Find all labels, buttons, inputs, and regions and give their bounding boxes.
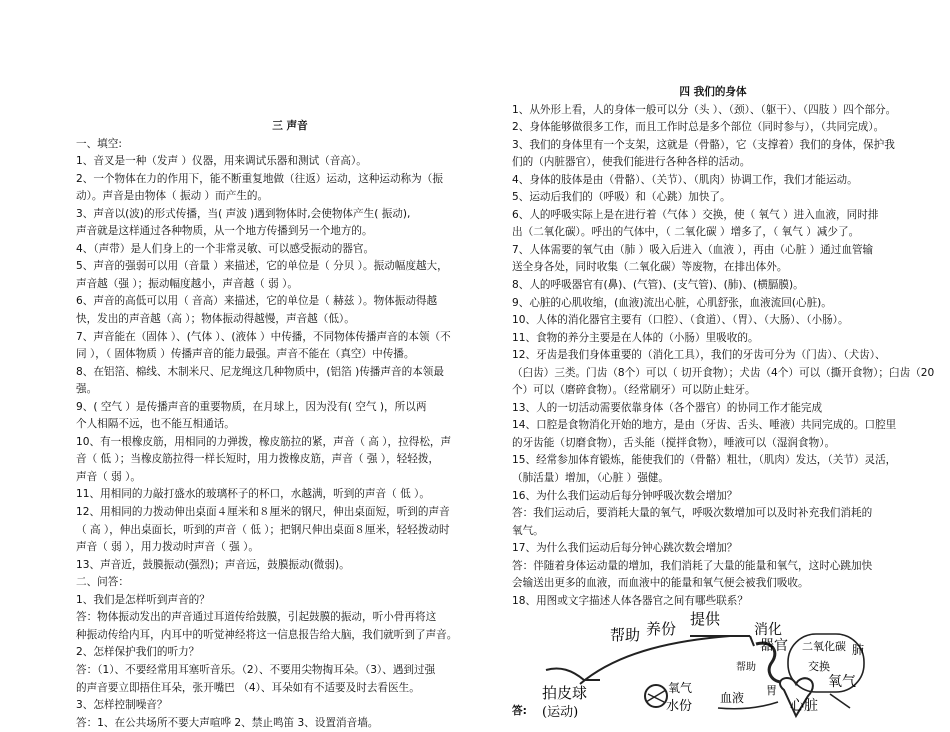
- text-line: 3、怎样控制噪音？: [76, 699, 168, 712]
- label-exchange: 交换: [808, 660, 830, 674]
- oxygen-arrow: [830, 694, 850, 708]
- text-line: 8、人的呼吸器官有(鼻)、(气管)、(支气管)、(肺)、(横膈膜)。: [512, 279, 804, 292]
- text-line: 2、一个物体在力的作用下，能不断重复地做（往返）运动，这种运动称为（振: [76, 172, 443, 185]
- section-body: [512, 84, 935, 726]
- label-digest-organ: 器官: [760, 638, 788, 655]
- label-oxygen-2: 氧气: [828, 674, 856, 691]
- text-line: 6、声音的高低可以用（ 音高）来描述，它的单位是（ 赫兹 ）。物体振动得越: [76, 295, 438, 308]
- text-line: 12、牙齿是我们身体重要的（消化工具），我们的牙齿可分为（门齿）、（犬齿）、: [512, 349, 886, 362]
- text-line: 的牙齿能（切磨食物），舌头能（搅拌食物），唾液可以（湿润食物）。: [512, 436, 836, 449]
- help-arrow: [580, 636, 730, 684]
- text-line: 会输送出更多的血液，而血液中的能量和氧气便会被我们吸收。: [512, 577, 809, 590]
- text-line: 15、经常参加体育锻炼，能使我们的（骨骼）粗壮，（肌肉）发达，（关节）灵活，: [512, 454, 897, 467]
- text-line: 同 ），（ 固体物质 ）传播声音的能力最强。声音不能在（真空）中传播。: [76, 348, 415, 361]
- text-line: 声音就是这样通过各种物质，从一个地方传播到另一个地方的。: [76, 225, 373, 238]
- text-line: 3、声音以(波)的形式传播，当( 声波 )遇到物体时,会使物体产生( 振动),: [76, 207, 411, 220]
- text-line: 答：我们运动后，要消耗大量的氧气，呼吸次数增加可以及时补充我们消耗的: [512, 507, 873, 520]
- text-line: 10、有一根橡皮筋，用相同的力弹拨，橡皮筋拉的紧，声音（ 高 ），拉得松，声: [76, 435, 452, 448]
- label-provide: 提供: [690, 610, 721, 629]
- text-line: 2、怎样保护我们的听力？: [76, 646, 200, 659]
- text-line: 13、声音近，鼓膜振动(强烈)；声音远，鼓膜振动(微弱)。: [76, 558, 350, 571]
- label-water: 水份: [666, 699, 693, 715]
- text-line: 14、口腔是食物消化开始的地方，是由（牙齿、舌头、唾液）共同完成的。口腔里: [512, 419, 897, 432]
- label-nutrition: 养份: [646, 620, 677, 639]
- text-line: 4、身体的肢体是由（骨骼）、（关节）、（肌肉）协调工作，我们才能运动。: [512, 173, 858, 186]
- text-line: 7、声音能在（固体 ）、(气体 ）、(液体 ）中传播，不同物体传播声音的本领（不: [76, 330, 451, 343]
- text-line: 9、( 空气 ）是传播声音的重要物质，在月球上，因为没有( 空气 )，所以两: [76, 400, 427, 413]
- text-line: （ 高 ），伸出桌面长，听到的声音（ 低 ）；把钢尺伸出桌面８厘米，轻轻拨动时: [76, 523, 450, 536]
- text-line: 13、人的一切活动需要依靠身体（各个器官）的协同工作才能完成: [512, 401, 823, 414]
- text-line: 声音越（强 ）；振动幅度越小，声音越（ 弱 ）。: [76, 277, 298, 290]
- text-line: 氧气。: [512, 524, 544, 537]
- text-line: 个）可以（磨碎食物）。（经常刷牙）可以防止蛀牙。: [512, 384, 756, 397]
- text-line: 送全身各处，同时收集（二氧化碳）等废物，在排出体外。: [512, 261, 788, 274]
- text-line: （肺活量）增加，（心脏 ）强健。: [512, 472, 669, 485]
- label-blood: 血液: [720, 691, 745, 706]
- text-line: 10、人体的消化器官主要有（口腔）、（食道）、（胃）、（大肠）、（小肠）。: [512, 314, 849, 327]
- text-line: 2、身体能够做很多工作，而且工作时总是多个部位（同时参与），（共同完成）。: [512, 121, 885, 134]
- text-line: 快，发出的声音越（高 ）；物体振动得越慢，声音越（低）。: [76, 313, 355, 326]
- text-line: 出（二氧化碳）。呼出的气体中，（ 二氧化碳 ）增多了，（ 氧气 ）减少了。: [512, 226, 860, 239]
- section-title-body: 四 我们的身体: [679, 86, 747, 98]
- label-heart: 心脏: [790, 698, 818, 715]
- text-line: 3、我们的身体里有一个支架，这就是（骨骼），它（支撑着）我们的身体，保护我: [512, 138, 895, 151]
- text-line: 9、心脏的心肌收缩，(血液)流出心脏，心肌舒张，血液流回(心脏)。: [512, 296, 832, 309]
- text-line: 们的（内脏器官），使我们能进行各种各样的活动。: [512, 156, 751, 169]
- text-line: 答：1、在公共场所不要大声喧哗 2、禁止鸣笛 3、设置消音墙。: [76, 716, 379, 729]
- text-line: 12、用相同的力拨动伸出桌面４厘米和８厘米的钢尺，伸出桌面短，听到的声音: [76, 506, 450, 519]
- label-motion: (运动): [542, 705, 579, 721]
- answer-label: 答:: [512, 704, 527, 717]
- text-line: 6、人的呼吸实际上是在进行着（气体 ）交换，使（ 氧气 ）进入血液，同时排: [512, 208, 879, 221]
- text-line: 11、食物的养分主要是在人体的（小肠）里吸收的。: [512, 331, 759, 344]
- text-line: 答：伴随着身体运动量的增加，我们消耗了大量的能量和氧气，这时心跳加快: [512, 559, 873, 572]
- text-line: 1、音叉是一种（发声 ）仪器，用来调试乐器和测试（音高）。: [76, 155, 367, 168]
- label-pat-ball: 拍皮球: [542, 684, 588, 703]
- label-stomach: 胃: [766, 684, 777, 698]
- text-line: 音（ 低 ）；当橡皮筋拉得一样长短时，用力拨橡皮筋，声音（ 强 ），轻轻拨，: [76, 453, 440, 466]
- label-co2: 二氧化碳: [802, 640, 846, 654]
- label-digest: 消化: [754, 622, 782, 639]
- text-line: （臼齿）三类。门齿（8个）可以（ 切开食物）；犬齿（4个）可以（撕开食物）；臼齿（20: [512, 366, 935, 379]
- text-line: 种振动传给内耳，内耳中的听觉神经将这一信息报告给大脑，我们就听到了声音。: [76, 628, 458, 641]
- text-line: 的声音要立即捂住耳朵，张开嘴巴 （4）、耳朵如有不适要及时去看医生。: [76, 681, 420, 694]
- text-line: 1、我们是怎样听到声音的？: [76, 593, 210, 606]
- body-text-body: [512, 102, 935, 611]
- text-line: 二、问答：: [76, 576, 129, 589]
- text-line: 声音（ 弱 ），用力拨动时声音（ 强 ）。: [76, 541, 259, 554]
- text-line: 个人相隔不远，也不能互相通话。: [76, 418, 235, 431]
- text-line: 7、人体需要的氧气由（肺 ）吸入后进入（血液 ），再由（心脏 ）通过血管输: [512, 243, 874, 256]
- text-line: 4、（声带）是人们身上的一个非常灵敏、可以感受振动的器官。: [76, 242, 375, 255]
- sound-text-body: [76, 136, 474, 732]
- label-lung: 肺: [852, 643, 865, 658]
- organ-relation-diagram-row: [512, 610, 914, 726]
- text-line: 1、从外形上看，人的身体一般可以分（头 ）、（颈）、（躯干）、（四肢 ）四个部分。: [512, 103, 897, 116]
- text-line: 11、用相同的力敲打盛水的玻璃杯子的杯口，水越满，听到的声音（ 低 ）。: [76, 488, 430, 501]
- text-line: 一、填空:: [76, 137, 122, 150]
- label-help: 帮助: [610, 626, 641, 645]
- text-line: 强。: [76, 383, 98, 396]
- text-line: 声音（ 弱 ）。: [76, 470, 141, 483]
- text-line: 5、运动后我们的（呼吸）和（心跳）加快了。: [512, 191, 731, 204]
- text-line: 17、为什么我们运动后每分钟心跳次数会增加？: [512, 542, 738, 555]
- section-sound: [76, 118, 474, 732]
- text-line: 动）。声音是由物体（ 振动 ）而产生的。: [76, 190, 269, 203]
- text-line: 5、声音的强弱可以用（音量 ）来描述，它的单位是（ 分贝 ）。振动幅度越大，: [76, 260, 448, 273]
- text-line: 答：物体振动发出的声音通过耳道传给鼓膜，引起鼓膜的振动，听小骨再将这: [76, 611, 437, 624]
- text-line: 18、用图或文字描述人体各器官之间有哪些联系？: [512, 594, 748, 607]
- organ-relation-diagram: [540, 610, 870, 726]
- label-oxygen-1: 氧气: [668, 681, 693, 696]
- text-line: 16、为什么我们运动后每分钟呼吸次数会增加？: [512, 489, 738, 502]
- label-help-small: 帮助: [736, 662, 756, 674]
- text-line: 答：（1）、不要经常用耳塞听音乐。（2）、不要用尖物掏耳朵。（3）、遇到过强: [76, 663, 436, 676]
- section-title-sound: 三 声音: [272, 120, 308, 132]
- text-line: 8、在铝箔、棉线、木制米尺、尼龙绳这几种物质中，(铝箔 )传播声音的本领最: [76, 365, 444, 378]
